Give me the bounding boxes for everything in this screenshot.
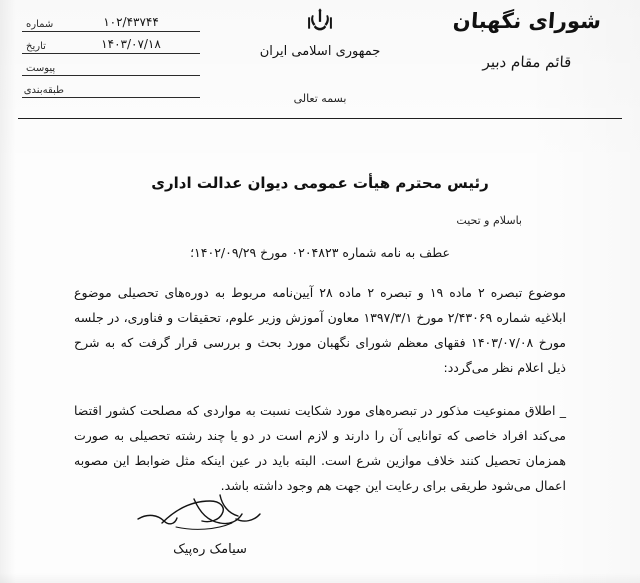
paragraph-2: _ اطلاق ممنوعیت مذکور در تبصره‌های مورد شکایت نسبت به مواردی که مصلحت کشور اقتضا می‌کند افراد خاصی که توانایی آن را دارند و لازم است در دو یا چند رشته تحصیلی به صورت همزمان تحصیل کنند خلاف موازین شرع است. البته باید در عین اینکه مثل ضوابط این مصوبه اعمال می‌شود طریقی برای رعایت این جهت هم وجود داشته باشد.	[74, 403, 566, 493]
signature-area	[0, 483, 640, 569]
registry-label: تاریخ	[26, 40, 46, 52]
iran-emblem-icon	[303, 6, 337, 40]
registry-label: طبقه‌بندی	[23, 84, 64, 96]
registry-row	[22, 32, 200, 54]
secretary-title: قائم مقام دبیر	[482, 53, 572, 72]
registry-value: ۱۴۰۳/۰۷/۱۸	[101, 37, 161, 52]
registry-value: ۱۰۲/۴۳۷۴۴	[103, 15, 159, 30]
council-name: شورای نگهبان	[452, 9, 602, 33]
registry-label: شماره	[26, 18, 54, 30]
addressee: رئیس محترم هیأت عمومی دیوان عدالت اداری	[151, 174, 489, 192]
organization-name: جمهوری اسلامی ایران	[259, 44, 381, 59]
reference-line: عطف به نامه شماره ۰۲۰۴۸۲۳ مورخ ۱۴۰۲/۰۹/۲۹؛	[190, 245, 450, 260]
emblem-block	[215, 6, 425, 62]
besmellah: بسمه تعالی	[293, 92, 347, 105]
registry-label: پیوست	[26, 62, 56, 74]
council-block	[432, 8, 622, 71]
registry-block	[22, 10, 200, 98]
letterhead-divider	[18, 118, 622, 119]
registry-row	[22, 54, 200, 76]
letterhead	[0, 0, 640, 120]
signer-name: سیامک ره‌پیک	[173, 542, 247, 557]
registry-row	[22, 76, 200, 98]
scan-bottom-shading	[0, 573, 640, 583]
paragraph-1: موضوع تبصره ۲ ماده ۱۹ و تبصره ۲ ماده ۲۸ آیین‌نامه مربوط به دوره‌های تحصیلی موضوع ابلاغیه شماره ۲/۴۳۰۶۹ مورخ ۱۳۹۷/۳/۱ معاون آموزش وزیر علوم، تحقیقات و فناوری، در جلسه مورخ ۱۴۰۳/۰۷/۰۸ فقهای معظم شورای نگهبان مورد بحث و بررسی قرار گرفت که به شرح ذیل اعلام نظر می‌گردد:	[74, 285, 566, 375]
letter-body	[0, 128, 640, 498]
registry-row	[22, 10, 200, 32]
salutation: باسلام و تحیت	[456, 214, 522, 227]
handwritten-signature	[132, 489, 282, 535]
